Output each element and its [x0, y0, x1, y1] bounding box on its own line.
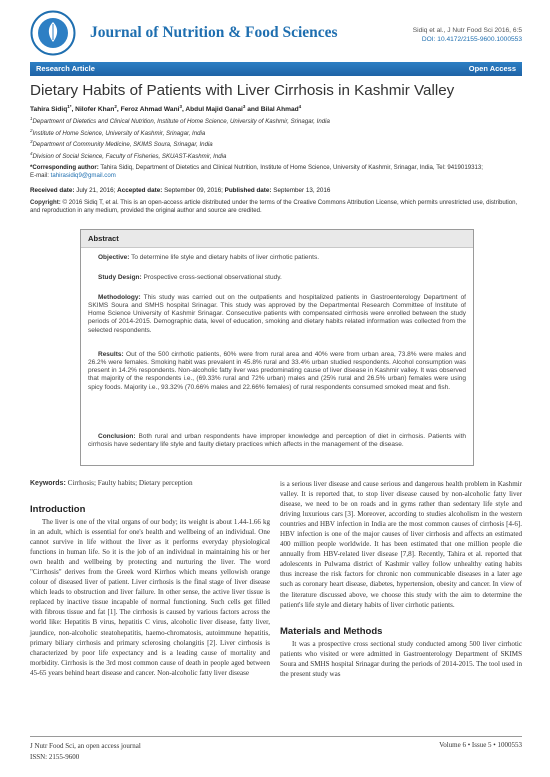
abstract-heading: Abstract	[88, 234, 119, 243]
article-title: Dietary Habits of Patients with Liver Cirrhosis in Kashmir Valley	[30, 82, 455, 99]
copyright-text: © 2016 Sidiq T, et al. This is an open-access article distributed under the terms of the Creative Commons Attribution License, which permits unrestricted use, distribution, and reproduction in any medium, provided the original author and source are credited.	[30, 199, 518, 215]
objective-text: To determine life style and dietary habits of liver cirrhotic patients.	[131, 254, 320, 261]
article-type-bar	[30, 62, 522, 76]
methods-heading: Materials and Methods	[280, 625, 383, 637]
corresponding-text: Tahira Sidiq, Department of Dietetics and Clinical Nutrition, Institute of Home Science, University of Kashmir, Srinagar, India, Tel: 9419019313;	[100, 164, 483, 171]
keywords-text: Cirrhosis; Faulty habits; Dietary perception	[67, 479, 193, 487]
open-access-label: Open Access	[468, 64, 516, 73]
affiliations	[30, 116, 522, 162]
introduction-continued: is a serious liver disease and cause serious and dangerous health problem in Kashmir valley. It is reported that, to stop liver disease caused by non-alcoholic fatty liver disease, we need to be on roads and in gyms rather than sedentary life style and driving luxurious cars [3]. Moreover, according to studies alcoholism in the western countries and HBV infection in India are the most common causes of cirrhosis [4-6]. HBV infection is one of the major causes of liver cirrhosis and affects an estimated 400 million people worldwide. It has been estimated that one million people die annually from HBV-related liver disease [7,8]. Recently, Tahira et al. reported that adolescents in Pulwama district of Kashmir valley follow unhealthy eating habits thus increase the risk factors for chronic non communicable diseases in a later age such as coronary heart disease, diabetes, hypertension, obesity and cancer. In view of the literature discussed above, we choose this study with the aim to determine the patient's life style and dietary habits of liver cirrhotic patients.	[280, 480, 522, 609]
article-type: Research Article	[36, 64, 95, 73]
abstract-design	[88, 274, 466, 282]
citation	[413, 26, 522, 44]
doi-link[interactable]: DOI: 10.4172/2155-9600.1000553	[421, 36, 522, 43]
results-text: Out of the 500 cirrhotic patients, 60% were from rural area and 40% were from urban area, 73.8% were males and 26.2% were females. Smoking habit was prevalent in 45.8% rural and 33.4% urban studied respondents. Alcohol consumption was present in 14.2% respondents. Non-alcoholic fatty liver was predominating cause of liver disease in Kashmir valley. It was observed that majority of the respondents i.e., (69.33% rural and 72% urban) males and (25% rural and 26.5% urban) females were using spicy foods. Majority i.e., 93.32% (70.66% males and 22.66% females) of rural respondents consumed smoked meat and fish.	[88, 351, 466, 391]
results-label: Results:	[98, 351, 124, 358]
abstract-objective	[88, 254, 466, 262]
email-link[interactable]: tahirasidiq9@gmail.com	[50, 172, 116, 180]
methodology-text: This study was carried out on the outpatients and hospitalized patients in Gastroenterology Department of SKIMS Soura and SMHS hospital Srinagar. This study was approved by the Departmental Research Committee of Institute of Home Science University of Kashmir Srinagar. Consecutive patients with compensated cirrhosis were enrolled between the study periods of 2014-2015. Demographic data, level of education, smoking and dietary habits related information was collected from the selected respondents.	[88, 294, 466, 334]
accepted-date: September 09, 2016;	[164, 187, 223, 194]
introduction-paragraph: The liver is one of the vital organs of our body; its weight is about 1.44-1.66 kg in an adult, which is essential for one's health and wellbeing of an individual. One cannot survive in life without the liver as it performs everyday physiological functions in human life. So it is the job of an individual in maintaining his or her own health and wellbeing by protecting and nurturing the liver. The word "Cirrhosis" derives from the Greek word Kirrhos which means yellowish orange colour of diseased liver of patient. Liver cirrhosis is the final stage of liver disease which leads to obstruction and liver failure. In other sense, the active liver tissue is replaced by inactive tissue incapable of normal functioning. Such cells get filled with fibrous tissue and fat [1]. The cirrhosis is caused by various factors across the world like: Hepatitis B virus, hepatitis C virus, alcoholic liver disease, fatty liver, jaundice, non-alcoholic steatohepatitis, haemo-chromatosis, autoimmune hepatitis, primary biliary cirrhosis and primary sclerosing cholangitis [2]. Liver cirrhosis is characterized by poor life expectancy and is a leading cause of mortality and morbidity. Cirrhosis is the 3rd most common cause of death in people aged between 45-65 years behind heart disease and cancer. Non-alcoholic fatty liver disease	[30, 518, 270, 677]
affiliation: $^4$Division of Social Science, Faculty of Fisheries, SKUAST-Kashmir, India	[30, 150, 227, 160]
copyright-notice	[30, 199, 522, 215]
copyright-label: Copyright:	[30, 199, 61, 206]
footer-issn: ISSN: 2155-9600	[30, 753, 80, 761]
citation-line: Sidiq et al., J Nutr Food Sci 2016, 6:5	[412, 27, 522, 34]
article-dates	[30, 187, 330, 194]
corresponding-label: *Corresponding author:	[30, 164, 99, 171]
keywords-label: Keywords:	[30, 480, 66, 487]
abstract-conclusion	[88, 433, 466, 449]
introduction-heading: Introduction	[30, 504, 86, 515]
affiliation: $^3$Department of Community Medicine, SKIMS Soura, Srinagar, India	[30, 139, 213, 149]
abstract-box	[80, 229, 474, 466]
footer-left	[30, 741, 141, 763]
methods-paragraph: It was a prospective cross sectional study conducted among 500 liver cirrhotic patients who visited or were admitted in Gastroenterology Department of SKIMS Soura and SMHS hospital Srinagar during the periods of 2014-2015. The tool used in the present study was	[280, 639, 522, 678]
author-list: Tahira Sidiq$^{1*}$, Nilofer Khan$^2$, Feroz Ahmad Wani$^3$, Abdul Majid Ganai$^3$ and Bilal Ahmad$^4$	[30, 104, 302, 114]
footer-journal: J Nutr Food Sci, an open access journal	[30, 742, 141, 750]
abstract-header	[81, 230, 473, 248]
corresponding-author	[30, 164, 522, 180]
keywords	[30, 479, 270, 487]
abstract-results	[88, 351, 466, 392]
affiliation: $^1$Department of Dietetics and Clinical Nutrition, Institute of Home Science, University of Kashmir, Srinagar, India	[30, 116, 330, 126]
design-label: Study Design:	[98, 274, 142, 281]
journal-logo	[30, 10, 76, 56]
published-date: September 13, 2016	[273, 187, 331, 194]
footer-divider	[30, 736, 522, 737]
design-text: Prospective cross-sectional observational study.	[143, 274, 282, 281]
abstract-methodology	[88, 294, 466, 335]
journal-title: Journal of Nutrition & Food Sciences	[90, 24, 338, 41]
left-column	[30, 500, 270, 678]
affiliation: $^2$Institute of Home Science, University of Kashmir, Srinagar, India	[30, 127, 206, 137]
conclusion-label: Conclusion:	[98, 433, 136, 440]
methodology-label: Methodology:	[98, 294, 141, 301]
journal-header	[30, 10, 522, 62]
accepted-label: Accepted date:	[117, 187, 163, 194]
published-label: Published date:	[224, 187, 272, 194]
conclusion-text: Both rural and urban respondents have improper knowledge and perception of diet in cirrhosis. Patients with cirrhosis have sedentary life style and faulty dietary practices which affects in the management of the disease.	[88, 433, 466, 449]
footer-volume: Volume 6 • Issue 5 • 1000553	[439, 741, 522, 749]
received-date: July 21, 2016;	[76, 187, 116, 194]
right-column	[280, 479, 522, 679]
email-label: E-mail:	[30, 172, 49, 180]
objective-label: Objective:	[98, 254, 130, 261]
received-label: Received date:	[30, 187, 75, 194]
